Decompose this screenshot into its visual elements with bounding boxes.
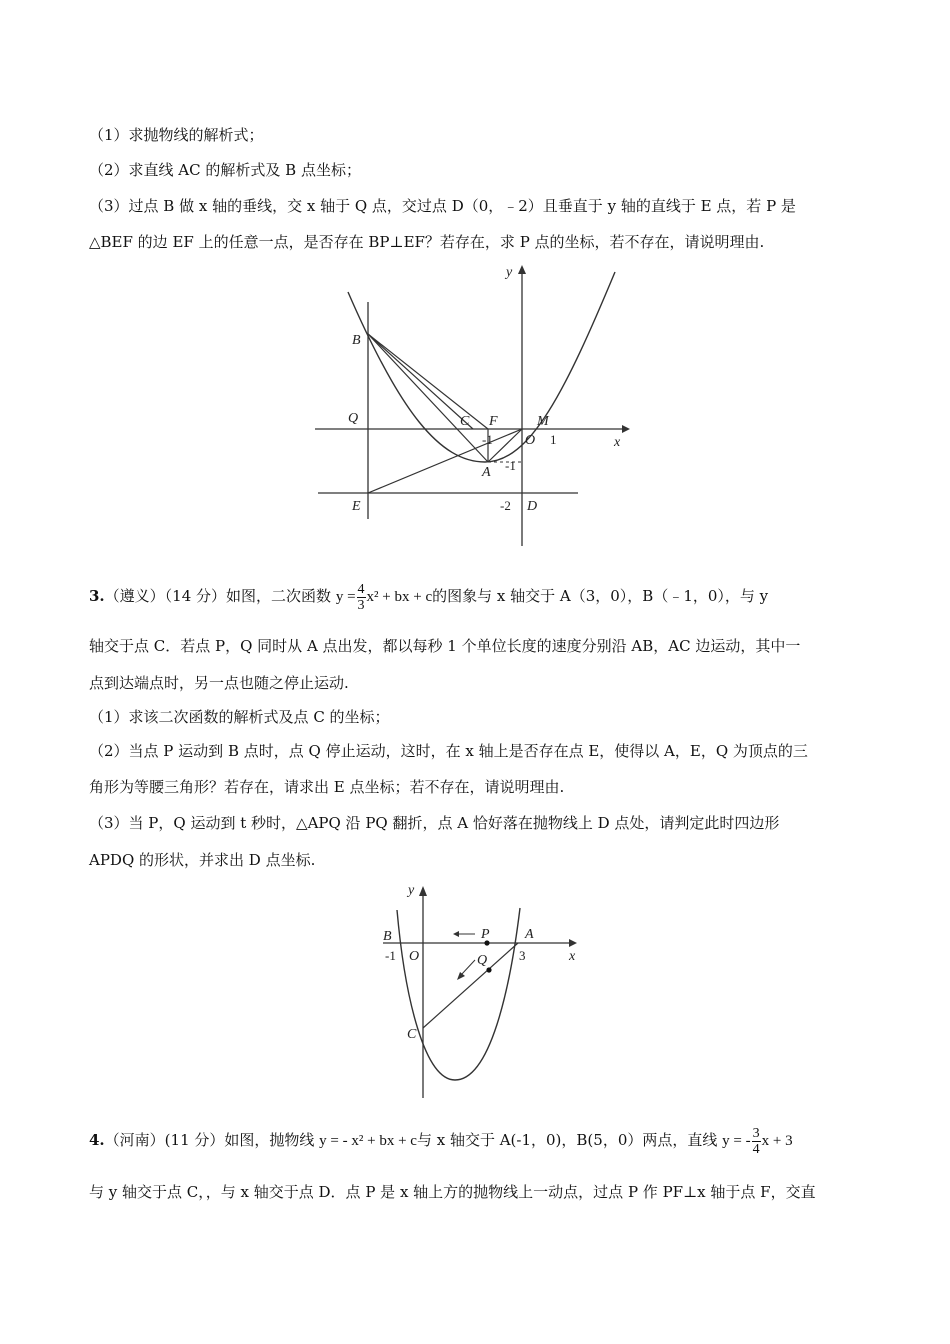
p3-line3: 点到达端点时，另一点也随之停止运动. [89,674,349,692]
p3-source: （遵义）（14 分）如图，二次函数 [104,586,332,605]
p4-line1-mid: 与 x 轴交于 A(-1，0)，B(5，0）两点，直线 [416,1130,718,1149]
p4-frac-den: 4 [752,1142,760,1157]
p4-line2: 与 y 轴交于点 C，，与 x 轴交于点 D．点 P 是 x 轴上方的抛物线上一动点，过点 P 作 PF⊥x 轴于点 F，交直 [89,1183,816,1201]
fig1-point-b: B [352,333,361,348]
p4-fraction [752,1126,761,1157]
p3-question-1: （1）求该二次函数的解析式及点 C 的坐标； [89,708,390,726]
fig2-point-a: A [525,927,534,942]
fig2-tick-neg1: -1 [385,948,396,963]
p3-question-3-line1: （3）当 P，Q 运动到 t 秒时，△APQ 沿 PQ 翻折，点 A 恰好落在抛物线上 D 点处，请判定此时四边形 [89,814,780,832]
p3-question-2-line2: 角形为等腰三角形？若存在，请求出 E 点坐标；若不存在，请说明理由. [89,778,565,796]
fig1-y-label: y [506,265,513,280]
p3-line1-tail: 的图象与 x 轴交于 A（3，0），B（﹣1，0），与 y [432,586,769,605]
fig1-tick-1-x: 1 [550,432,557,447]
p3-equation [335,582,433,613]
p4-frac-num: 3 [752,1126,760,1141]
fig2-point-p: P [481,927,490,942]
fig2-origin: O [409,949,420,964]
p4-equation-1: y = - x² + bx + c [319,1132,417,1149]
fig1-point-q: Q [348,411,359,426]
fig1-tick-neg1-x: -1 [482,432,493,447]
fig2-point-c: C [407,1027,417,1042]
p2-question-2: （2）求直线 AC 的解析式及 B 点坐标； [89,161,361,179]
fig1-point-a: A [482,465,491,480]
p3-frac-num: 4 [357,582,365,597]
p4-eq2-rest: x + 3 [761,1132,793,1149]
fig2-point-q: Q [477,953,488,968]
p2-question-3-line2: △BEF 的边 EF 上的任意一点，是否存在 BP⊥EF？若存在，求 P 点的坐标，若不存在，请说明理由. [89,233,765,251]
fig2-tick-3: 3 [519,948,526,963]
p4-line1 [89,1126,793,1157]
fig1-tick-neg1-y: -1 [505,458,516,473]
fig1-tick-neg2-y: -2 [500,498,511,513]
fig1-point-c: C [460,414,470,429]
p2-question-3-line1: （3）过点 B 做 x 轴的垂线，交 x 轴于 Q 点，交过点 D（0，﹣2）且垂直于 y 轴的直线于 E 点，若 P 是 [89,197,796,215]
p3-line2: 轴交于点 C．若点 P，Q 同时从 A 点出发，都以每秒 1 个单位长度的速度分别沿 AB，AC 边运动，其中一 [89,637,801,655]
p4-source: （河南）(11 分）如图，抛物线 [104,1130,315,1149]
fig2-y-label: y [408,883,415,898]
p3-number: 3. [89,586,105,605]
figure-2-parabola-diagram [375,880,585,1102]
fig1-origin: O [525,433,536,448]
p3-frac-den: 3 [357,598,365,613]
p3-eq-y: y = [335,588,356,605]
p4-number: 4. [89,1130,105,1149]
p3-question-3-line2: APDQ 的形状，并求出 D 点坐标. [89,851,316,869]
p4-equation-2 [722,1126,793,1157]
p3-eq-rest: x² + bx + c [366,588,433,605]
fig1-point-e: E [352,499,361,514]
p3-line1 [89,582,768,613]
fig1-point-f: F [489,414,498,429]
p3-question-2-line1: （2）当点 P 运动到 B 点时，点 Q 停止运动，这时，在 x 轴上是否存在点 E，使得以 A，E，Q 为顶点的三 [89,742,808,760]
p2-question-1: （1）求抛物线的解析式； [89,126,264,144]
p3-fraction [357,582,366,613]
fig1-point-m: M [537,414,549,429]
p4-eq2-y: y = - [722,1132,751,1149]
fig1-x-label: x [614,435,621,450]
fig2-point-b: B [383,929,392,944]
fig1-point-d: D [527,499,538,514]
fig2-x-label: x [569,949,576,964]
figure-1-parabola-diagram [310,262,630,552]
